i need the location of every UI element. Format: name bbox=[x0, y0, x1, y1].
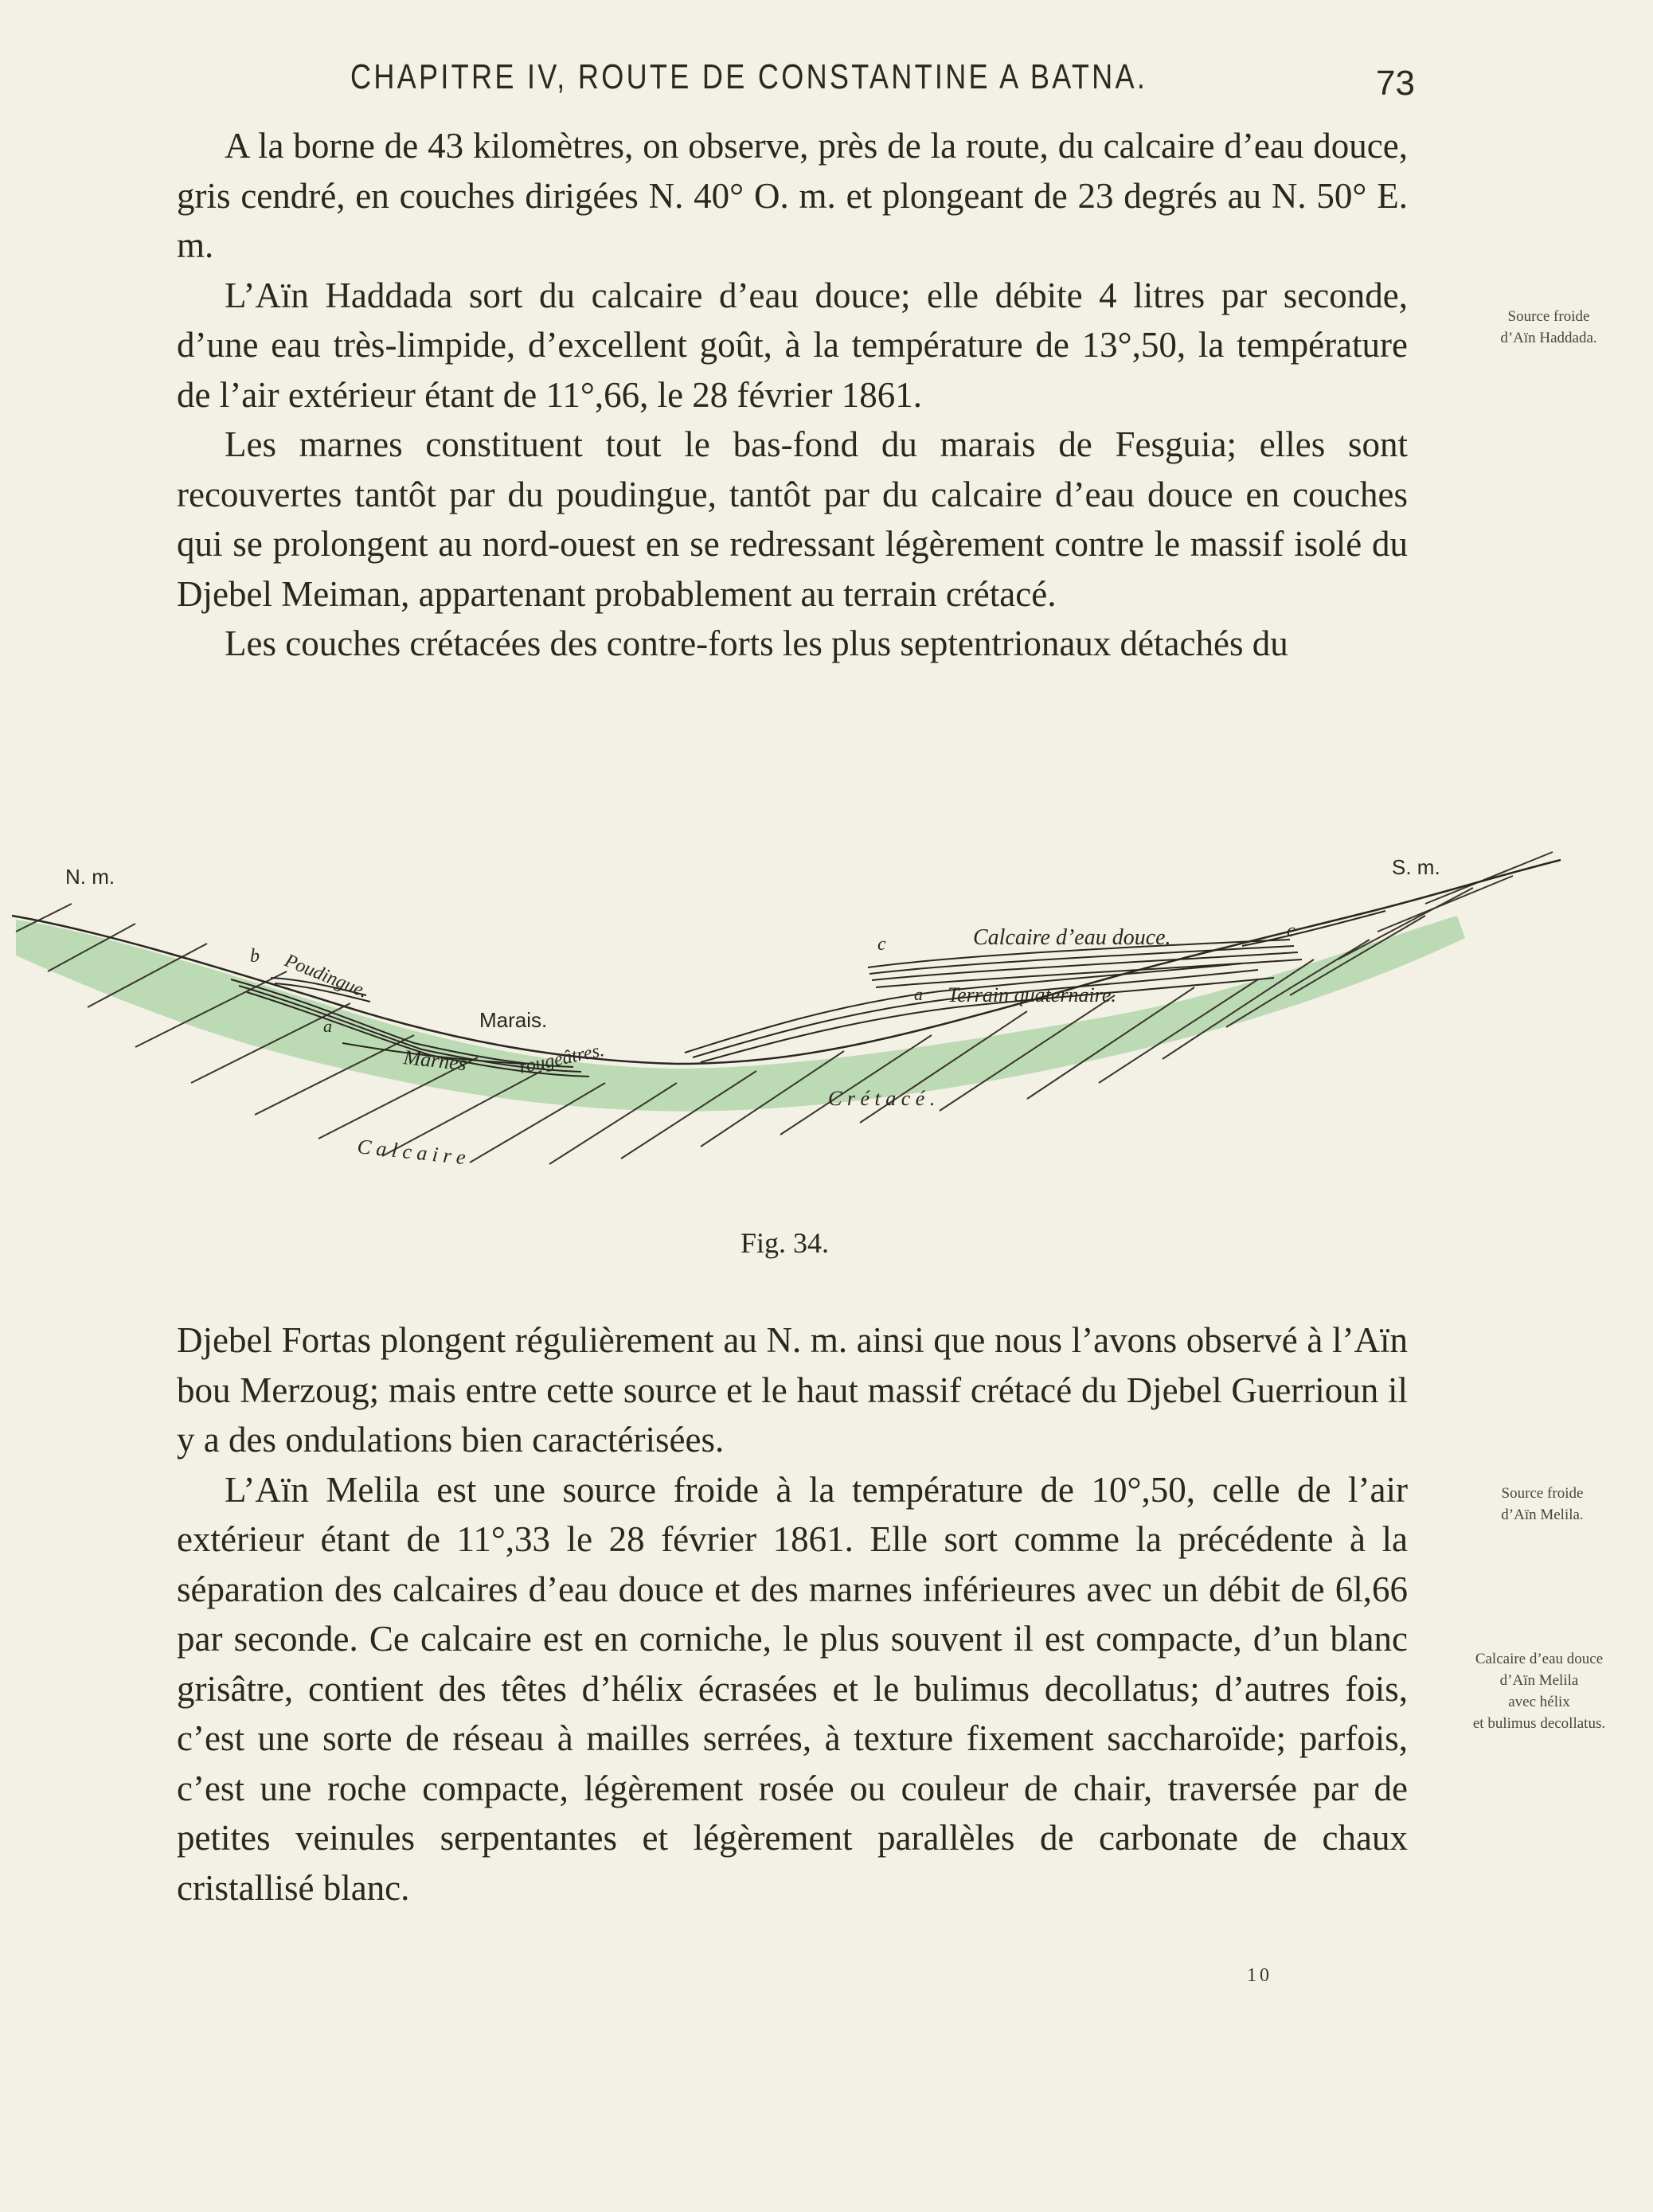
margin-note-line: d’Aïn Haddada. bbox=[1500, 330, 1597, 346]
label-letter-b: b bbox=[250, 946, 260, 967]
label-calcaire: C a l c a i r e bbox=[356, 1135, 467, 1170]
text-block-top bbox=[177, 121, 1408, 669]
margin-note-line: et bulimus decollatus. bbox=[1472, 1715, 1606, 1732]
margin-note-ain-melila bbox=[1451, 1483, 1634, 1526]
label-letter-c-right: c bbox=[1287, 920, 1295, 941]
paragraph: Les couches crétacées des contre-forts les plus septentrionaux détachés du bbox=[225, 623, 1288, 663]
margin-note-line: Source froide bbox=[1501, 1485, 1584, 1502]
paragraph: Djebel Fortas plongent régulièrement au N. m. ainsi que nous l’avons observé à l’Aïn bou Merzoug; mais entre cette source et le haut massif crétacé du Djebel Guerrioun il y a des ondulations bien caractérisées. bbox=[177, 1320, 1408, 1460]
label-poudingue: Poudingue. bbox=[281, 950, 371, 1002]
label-south: S. m. bbox=[1392, 855, 1440, 879]
margin-note-ain-haddada bbox=[1457, 306, 1640, 349]
label-marnes: Marnes bbox=[402, 1045, 468, 1076]
margin-note-calcaire-melila bbox=[1440, 1648, 1639, 1734]
label-letter-a-left: a bbox=[323, 1016, 332, 1036]
margin-note-line: Calcaire d’eau douce bbox=[1475, 1651, 1604, 1667]
paragraph: A la borne de 43 kilomètres, on observe, près de la route, du calcaire d’eau douce, gris cendré, en couches dirigées N. 40° O. m. et plongeant de 23 degrés au N. 50° E. m. bbox=[177, 126, 1408, 265]
label-letter-c-left: c bbox=[877, 934, 886, 955]
text-block-bottom bbox=[177, 1315, 1408, 1913]
running-title: CHAPITRE IV, ROUTE DE CONSTANTINE A BATNA. bbox=[350, 57, 1148, 96]
paragraph: L’Aïn Melila est une source froide à la température de 10°,50, celle de l’air extérieur étant de 11°,33 le 28 février 1861. Elle sort comme la précédente à la séparation des calcaires d’eau douce et des marnes inférieures avec un débit de 6l,66 par seconde. Ce calcaire est en corniche, le plus souvent il est compacte, d’un blanc grisâtre, contient des têtes d’hélix écrasées et le bulimus decollatus; d’autres fois, c’est une sorte de réseau à mailles serrées, à texture fixement saccharoïde; parfois, c’est une roche compacte, légèrement rosée ou couleur de chair, traversée par de petites veinules serpentantes et légèrement parallèles de carbonate de chaux cristallisé blanc. bbox=[177, 1469, 1408, 1908]
margin-note-line: avec hélix bbox=[1508, 1694, 1570, 1710]
label-terrain-quaternaire: Terrain quaternaire. bbox=[948, 983, 1116, 1006]
margin-note-line: Source froide bbox=[1507, 308, 1590, 325]
page-number: 73 bbox=[1376, 64, 1415, 103]
geological-cross-section bbox=[0, 844, 1653, 1218]
figure-caption: Fig. 34. bbox=[741, 1227, 830, 1259]
label-rougeatres: rougeâtres. bbox=[517, 1039, 607, 1078]
margin-note-line: d’Aïn Melila bbox=[1499, 1672, 1579, 1689]
label-letter-a-right: a bbox=[914, 984, 923, 1004]
label-north: N. m. bbox=[65, 865, 115, 889]
margin-note-line: d’Aïn Melila. bbox=[1501, 1507, 1584, 1523]
label-cretace: C r é t a c é . bbox=[828, 1087, 936, 1110]
signature-mark: 10 bbox=[1247, 1965, 1272, 1986]
paragraph: Les marnes constituent tout le bas-fond du marais de Fesguia; elles sont recouvertes tantôt par du poudingue, tantôt par du calcaire d’eau douce en couches qui se prolongent au nord-ouest en se redressant légèrement contre le massif isolé du Djebel Meiman, appartenant probablement au terrain crétacé. bbox=[177, 424, 1408, 614]
label-calcaire-eau-douce: Calcaire d’eau douce. bbox=[973, 925, 1171, 950]
cross-section-drawing bbox=[0, 844, 1653, 1218]
label-marais: Marais. bbox=[479, 1008, 548, 1032]
paragraph: L’Aïn Haddada sort du calcaire d’eau douce; elle débite 4 litres par seconde, d’une eau très-limpide, d’excellent goût, à la température de 13°,50, la température de l’air extérieur étant de 11°,66, le 28 février 1861. bbox=[177, 275, 1408, 415]
